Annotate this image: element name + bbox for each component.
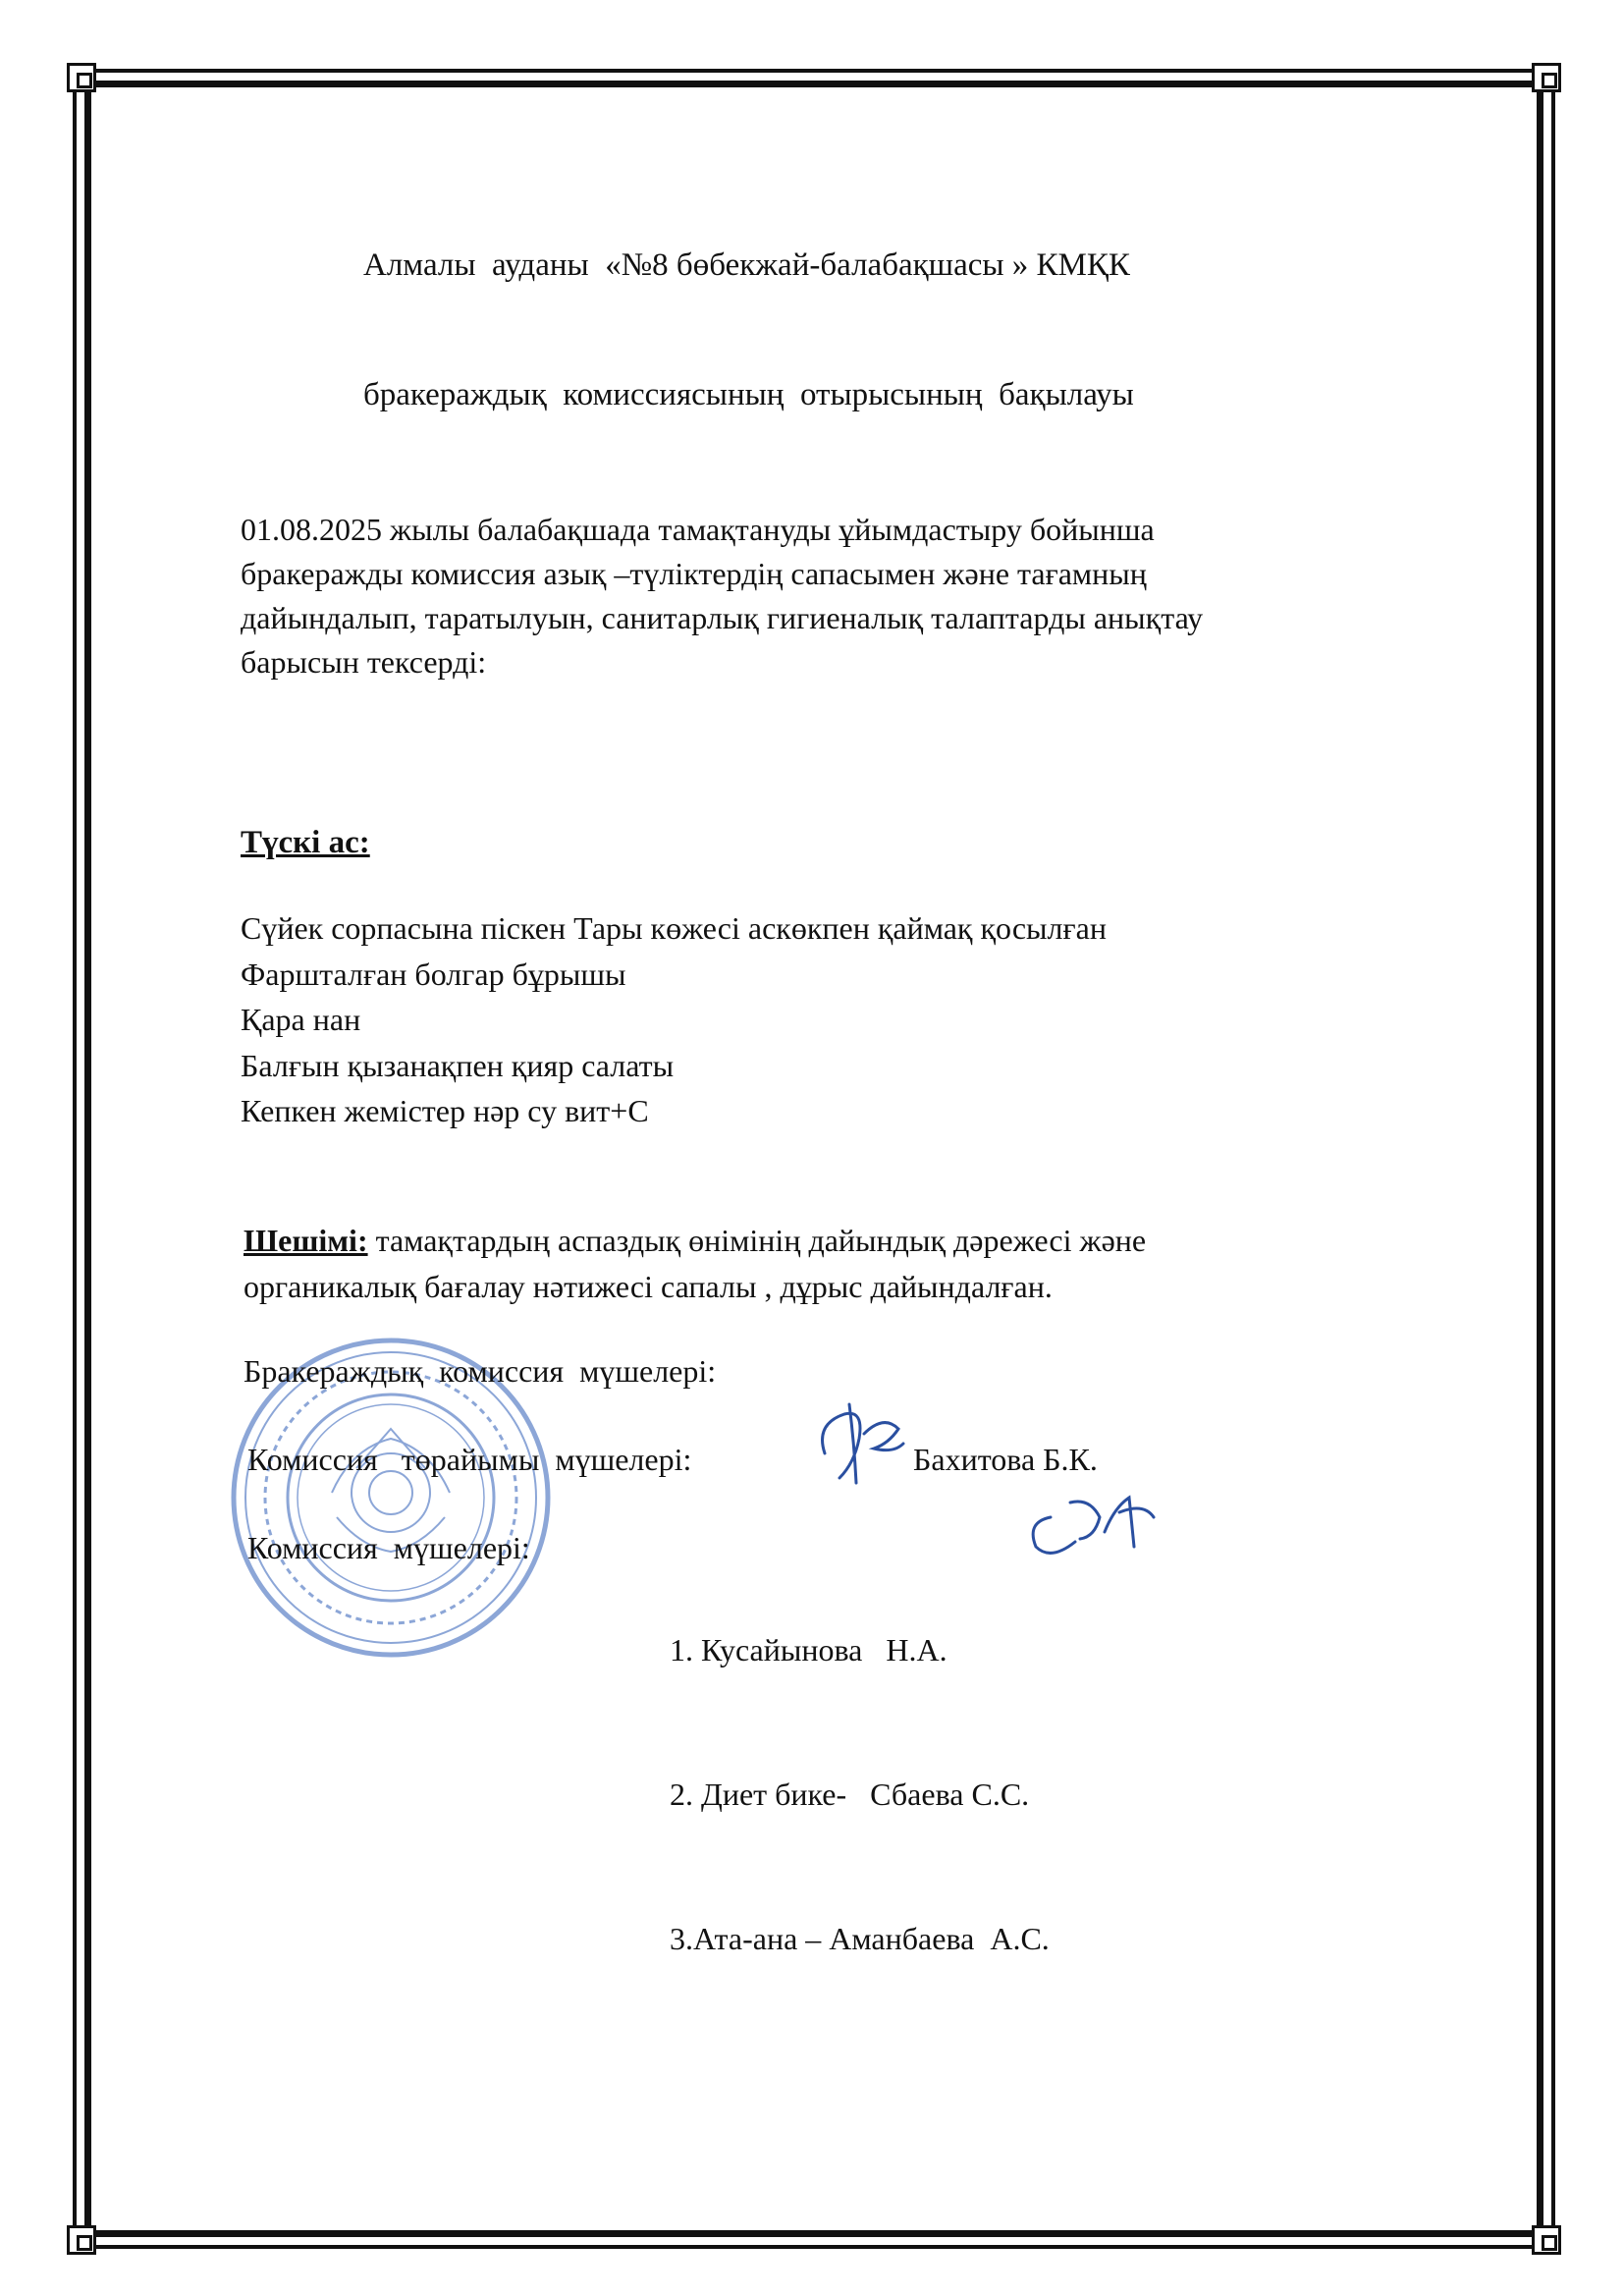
frame-corner-ornament	[67, 63, 96, 92]
members-heading: Бракераждық комиссия мүшелері:	[244, 1353, 717, 1389]
decision-label: Шешімі:	[244, 1223, 368, 1258]
intro-line: дайындалып, таратылуын, санитарлық гигиеналық талаптарды анықтау	[241, 600, 1204, 635]
document-title	[363, 157, 1326, 460]
chair-label: Комиссия төрайымы мүшелері:	[247, 1442, 692, 1477]
members-label: Комиссия мүшелері:	[247, 1530, 530, 1565]
member-item: 3.Ата-ана – Аманбаева А.С.	[670, 1921, 1050, 1956]
decision-paragraph	[244, 1218, 1471, 1310]
member-item: 1. Кусайынова Н.А.	[670, 1632, 947, 1667]
chair-signature	[805, 1385, 913, 1493]
intro-line: бракеражды комиссия азық –түліктердің сапасымен және тағамның	[241, 556, 1147, 591]
menu-item: Кепкен жемістер нәр су вит+С	[241, 1093, 649, 1128]
menu-list	[241, 905, 1107, 1134]
decision-text: органикалық бағалау нәтижесі сапалы , дұрыс дайындалған.	[244, 1269, 1053, 1304]
frame-corner-ornament	[1532, 2225, 1561, 2255]
member-item: 2. Диет бике- Сбаева С.С.	[670, 1777, 1030, 1812]
intro-line: барысын тексерді:	[241, 644, 487, 680]
members-list	[670, 1530, 1050, 2011]
menu-item: Сүйек сорпасына піскен Тары көжесі аскөкпен қаймақ қосылған	[241, 910, 1107, 946]
frame-corner-ornament	[1532, 63, 1561, 92]
intro-line: 01.08.2025 жылы балабақшада тамақтануды ұйымдастыру бойынша	[241, 512, 1155, 547]
title-line: Алмалы ауданы «№8 бөбекжай-балабақшасы » КМҚК	[363, 247, 1130, 283]
intro-paragraph	[241, 508, 1468, 684]
title-line: бракераждық комиссиясының отырысының бақылауы	[363, 377, 1134, 412]
chair-name: Бахитова Б.К.	[913, 1442, 1098, 1477]
frame-corner-ornament	[67, 2225, 96, 2255]
menu-item: Фаршталған болгар бұрышы	[241, 956, 626, 992]
member-signature	[1021, 1478, 1159, 1566]
menu-item: Қара нан	[241, 1002, 361, 1037]
lunch-heading: Түскі ас:	[241, 825, 370, 860]
menu-item: Балғын қызанақпен қияр салаты	[241, 1047, 675, 1083]
decision-text: тамақтардың аспаздық өнімінің дайындық дәрежесі және	[367, 1223, 1147, 1258]
